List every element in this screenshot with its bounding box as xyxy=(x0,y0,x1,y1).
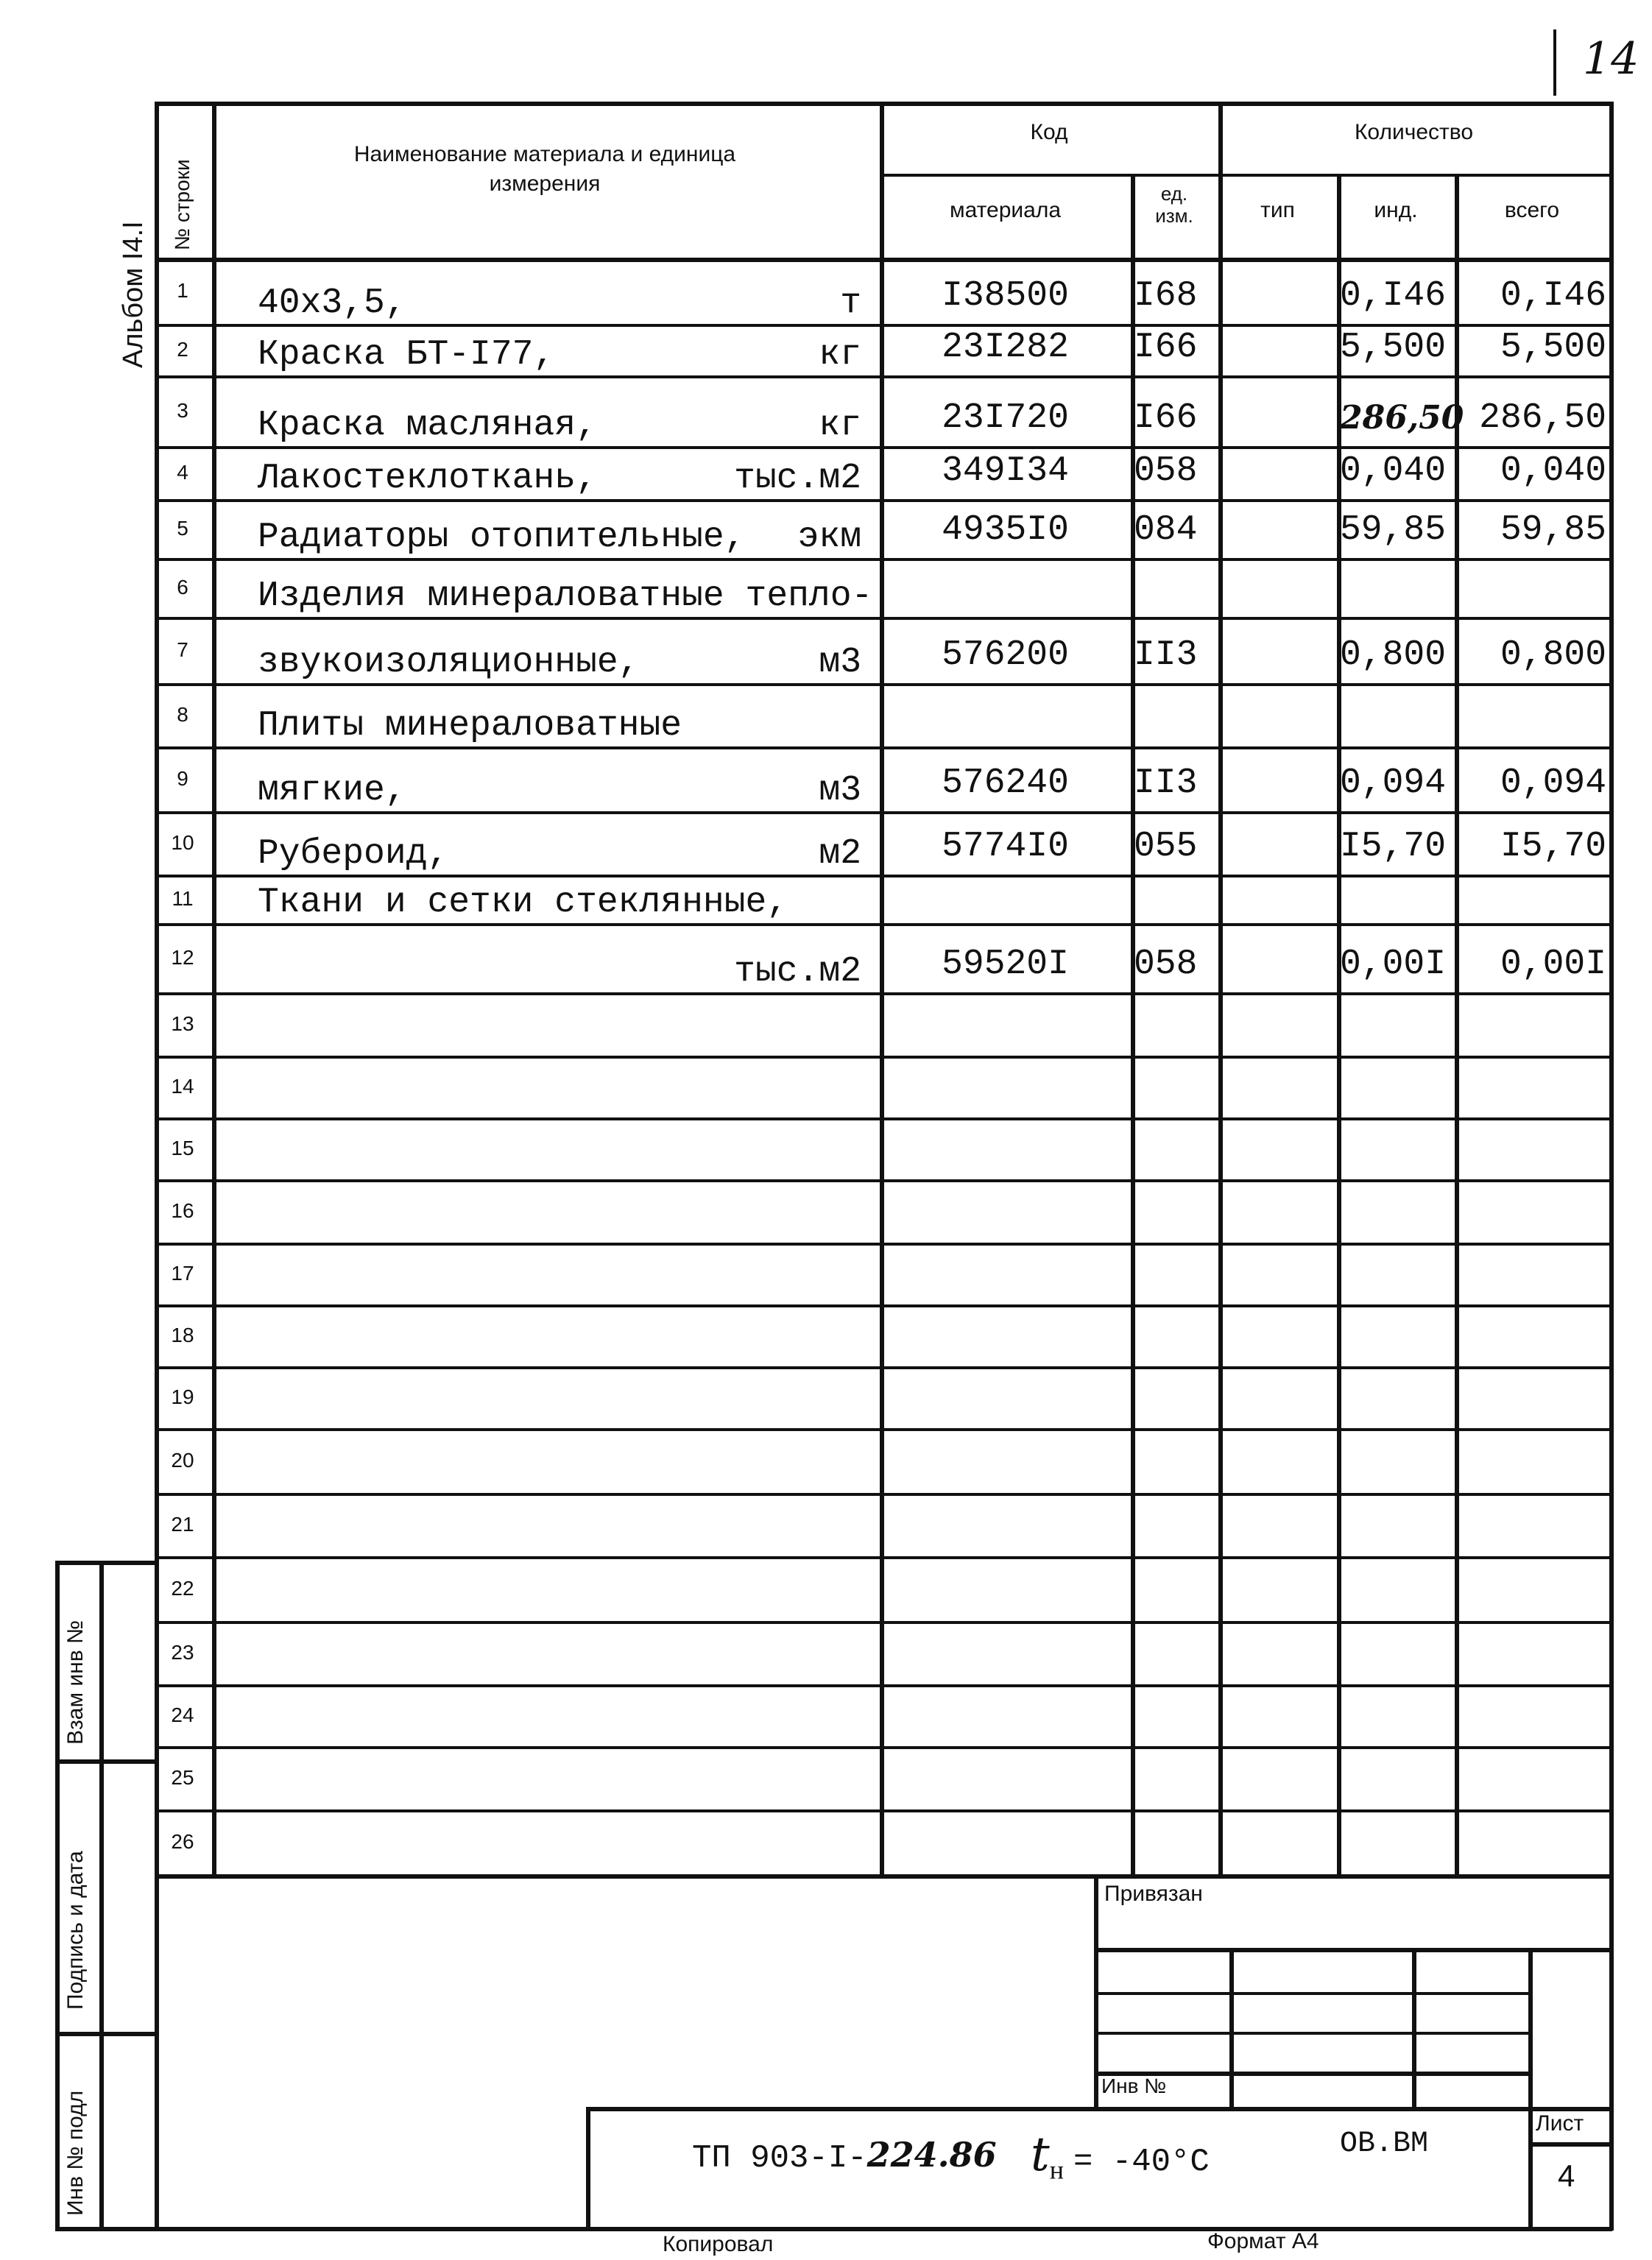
row-name: звукоизоляционные, xyxy=(258,643,640,682)
doc-code-hand: 224.86 xyxy=(866,2135,997,2175)
row-number: 25 xyxy=(171,1766,194,1789)
row-qty-total: 59,85 xyxy=(1500,510,1606,550)
row-separator xyxy=(155,1366,1611,1369)
header-code: Код xyxy=(1030,120,1068,144)
row-code: 576200 xyxy=(942,635,1069,675)
row-separator xyxy=(155,1428,1611,1431)
row-unit: т xyxy=(840,283,861,323)
row-qty-ind: 59,85 xyxy=(1340,510,1447,550)
sheet-label: Лист xyxy=(1536,2111,1584,2136)
row-number: 24 xyxy=(171,1703,194,1726)
row-qty-ind: I5,70 xyxy=(1340,827,1447,866)
row-unit-code: 058 xyxy=(1134,944,1198,984)
row-name: Плиты минераловатные xyxy=(258,706,682,746)
row-unit: экм xyxy=(797,518,861,557)
row-unit-code: 058 xyxy=(1134,451,1198,491)
doc-code xyxy=(692,2135,997,2177)
row-number: 22 xyxy=(171,1577,194,1600)
privyazan-label: Привязан xyxy=(1104,1882,1203,1906)
temperature xyxy=(1031,2127,1210,2185)
row-qty-ind: 0,800 xyxy=(1340,635,1447,675)
row-unit-code: 084 xyxy=(1134,510,1198,550)
row-unit: кг xyxy=(819,406,861,445)
row-separator xyxy=(155,558,1611,561)
row-separator xyxy=(155,1243,1611,1246)
row-qty-ind: 286,50 xyxy=(1340,399,1464,437)
row-number: 6 xyxy=(177,576,188,598)
row-qty-ind: 0,094 xyxy=(1340,763,1447,803)
stamp-podpis: Подпись и дата xyxy=(63,1851,88,2010)
row-separator xyxy=(155,811,1611,814)
row-qty-total: 5,500 xyxy=(1500,328,1606,367)
row-qty-total: 286,50 xyxy=(1479,398,1606,438)
row-name: Рубероид, xyxy=(258,834,449,874)
footer-format: Формат А4 xyxy=(1207,2229,1319,2253)
row-code: 59520I xyxy=(942,944,1069,984)
row-qty-ind: 0,I46 xyxy=(1340,276,1447,316)
row-number: 2 xyxy=(177,338,188,361)
row-number: 12 xyxy=(171,946,194,969)
row-qty-ind: 5,500 xyxy=(1340,328,1447,367)
row-name: мягкие, xyxy=(258,771,406,811)
row-separator xyxy=(155,1304,1611,1307)
row-number: 7 xyxy=(177,638,188,661)
row-separator xyxy=(155,746,1611,749)
row-qty-total: 0,094 xyxy=(1500,763,1606,803)
row-unit-code: II3 xyxy=(1134,635,1198,675)
doc-mark: ОВ.ВМ xyxy=(1340,2127,1429,2161)
stamp-vzam: Взам инв № xyxy=(63,1620,88,1745)
row-number: 1 xyxy=(177,279,188,302)
row-number: 8 xyxy=(177,703,188,726)
row-separator xyxy=(155,875,1611,877)
header-qty-total: всего xyxy=(1504,198,1560,222)
inv-no-label: Инв № xyxy=(1101,2074,1167,2097)
row-separator xyxy=(155,683,1611,686)
row-separator xyxy=(155,923,1611,926)
row-number: 18 xyxy=(171,1324,194,1346)
row-name: Радиаторы отопительные, xyxy=(258,518,746,557)
row-unit: кг xyxy=(819,335,861,375)
row-separator xyxy=(155,1621,1611,1624)
row-separator xyxy=(155,1493,1611,1496)
row-name: Краска БТ-I77, xyxy=(258,335,555,375)
row-qty-total: 0,00I xyxy=(1500,944,1606,984)
row-number: 3 xyxy=(177,399,188,422)
row-unit-code: I66 xyxy=(1134,328,1198,367)
row-code: 23I720 xyxy=(942,398,1069,438)
row-separator xyxy=(155,1056,1611,1059)
row-number: 21 xyxy=(171,1513,194,1536)
page-number-divider xyxy=(1553,29,1556,96)
row-unit: м3 xyxy=(819,643,861,682)
temp-sub: н xyxy=(1049,2155,1064,2185)
row-separator xyxy=(155,1117,1611,1120)
sheet-number: 4 xyxy=(1558,2158,1575,2193)
row-unit: м3 xyxy=(819,771,861,811)
row-unit-code: I68 xyxy=(1134,276,1198,316)
row-unit: тыс.м2 xyxy=(734,952,861,992)
doc-code-prefix: ТП 903-I- xyxy=(692,2140,867,2177)
row-qty-total: 0,800 xyxy=(1500,635,1606,675)
temp-symbol: t xyxy=(1031,2127,1050,2182)
row-separator xyxy=(155,499,1611,502)
stamp-inv-podl: Инв № подл xyxy=(63,2090,88,2216)
row-number: 4 xyxy=(177,461,188,484)
row-name: Краска масляная, xyxy=(258,406,597,445)
header-quantity: Количество xyxy=(1354,120,1474,144)
row-number: 20 xyxy=(171,1449,194,1472)
row-name: Лакостеклоткань, xyxy=(258,459,597,498)
row-number: 15 xyxy=(171,1137,194,1159)
row-separator xyxy=(155,375,1611,378)
row-number: 23 xyxy=(171,1641,194,1664)
header-name: Наименование материала и единица измерения xyxy=(353,142,736,196)
footer-copied: Копировал xyxy=(663,2232,774,2256)
row-separator xyxy=(155,992,1611,995)
row-code: 4935I0 xyxy=(942,510,1069,550)
row-separator xyxy=(155,1809,1611,1812)
row-name: Ткани и сетки стеклянные, xyxy=(258,883,788,922)
page-number: 14 xyxy=(1583,33,1639,85)
row-number: 9 xyxy=(177,767,188,790)
row-number: 11 xyxy=(172,887,194,910)
temp-value: = -40°C xyxy=(1073,2144,1210,2180)
row-qty-total: I5,70 xyxy=(1500,827,1606,866)
row-number: 19 xyxy=(171,1385,194,1408)
row-number: 14 xyxy=(171,1075,194,1098)
row-name: Изделия минераловатные тепло- xyxy=(258,576,873,616)
row-unit-code: 055 xyxy=(1134,827,1198,866)
row-separator xyxy=(155,617,1611,620)
album-label: Альбом I4.I xyxy=(118,221,149,368)
header-qty-type: тип xyxy=(1260,198,1295,222)
row-qty-total: 0,040 xyxy=(1500,451,1606,491)
row-code: 5774I0 xyxy=(942,827,1069,866)
row-code: 576240 xyxy=(942,763,1069,803)
row-qty-ind: 0,040 xyxy=(1340,451,1447,491)
row-separator xyxy=(155,1746,1611,1749)
row-number: 5 xyxy=(177,517,188,540)
row-unit-code: I66 xyxy=(1134,398,1198,438)
row-separator xyxy=(155,1556,1611,1559)
row-code: 23I282 xyxy=(942,328,1069,367)
row-qty-total: 0,I46 xyxy=(1500,276,1606,316)
row-separator xyxy=(155,324,1611,327)
row-number: 26 xyxy=(171,1830,194,1853)
row-unit-code: II3 xyxy=(1134,763,1198,803)
row-code: I38500 xyxy=(942,276,1069,316)
header-qty-ind: инд. xyxy=(1374,198,1418,222)
row-number: 17 xyxy=(171,1262,194,1285)
header-row-no: № строки xyxy=(171,159,194,250)
row-name: 40x3,5, xyxy=(258,283,406,323)
header-code-material: материала xyxy=(949,198,1062,222)
row-code: 349I34 xyxy=(942,451,1069,491)
row-separator xyxy=(155,1179,1611,1182)
row-number: 13 xyxy=(171,1012,194,1035)
row-unit: м2 xyxy=(819,834,861,874)
row-separator xyxy=(155,446,1611,449)
row-number: 10 xyxy=(171,831,194,854)
row-separator xyxy=(155,1684,1611,1687)
row-unit: тыс.м2 xyxy=(734,459,861,498)
row-qty-ind: 0,00I xyxy=(1340,944,1447,984)
row-number: 16 xyxy=(171,1199,194,1222)
header-code-unit: ед. изм. xyxy=(1155,183,1193,227)
